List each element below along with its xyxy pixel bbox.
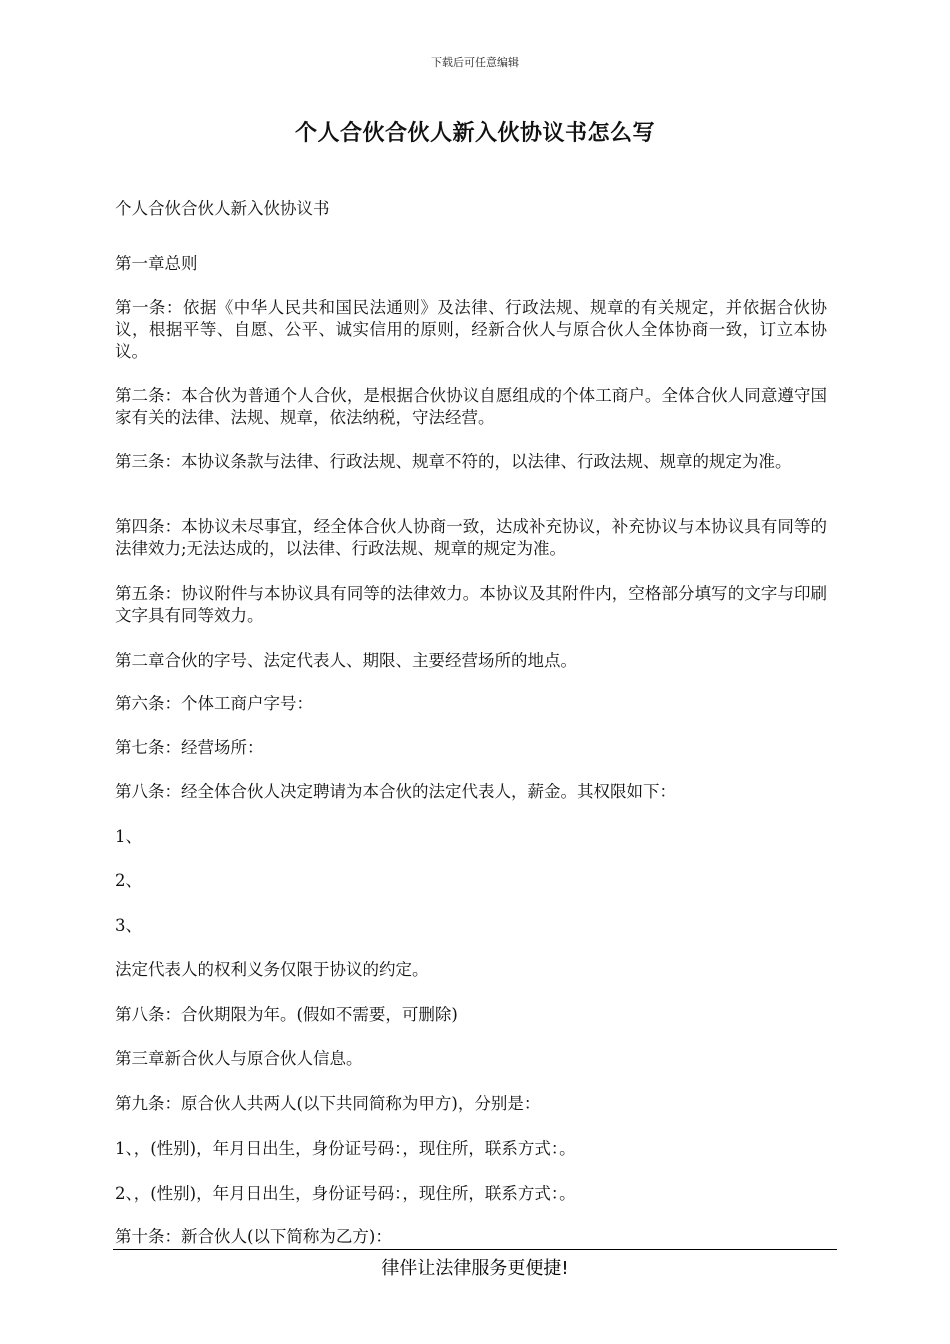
list-item: 1、 (115, 827, 142, 846)
article-paragraph: 第三条：本协议条款与法律、行政法规、规章不符的，以法律、行政法规、规章的规定为准。 (115, 452, 792, 471)
footer-slogan: 律伴让法律服务更便捷! (381, 1258, 569, 1279)
list-item: 3、 (115, 916, 142, 935)
article-paragraph: 第八条：合伙期限为年。(假如不需要，可删除) (115, 1005, 458, 1024)
article-paragraph: 第七条：经营场所： (115, 738, 264, 757)
document-title: 个人合伙合伙人新入伙协议书怎么写 (294, 121, 655, 146)
list-item: 2、，(性别)，年月日出生，身份证号码：，现住所，联系方式：。 (115, 1184, 576, 1203)
article-paragraph: 第四条：本协议未尽事宜，经全体合伙人协商一致，达成补充协议，补充协议与本协议具有同等的法律效力;无法达成的，以法律、行政法规、规章的规定为准。 (115, 517, 827, 558)
chapter-heading: 第二章合伙的字号、法定代表人、期限、主要经营场所的地点。 (115, 651, 577, 670)
list-item: 2、 (115, 871, 142, 890)
article-paragraph: 第二条：本合伙为普通个人合伙，是根据合伙协议自愿组成的个体工商户。全体合伙人同意遵守国家有关的法律、法规、规章，依法纳税，守法经营。 (115, 386, 827, 427)
article-paragraph: 第五条：协议附件与本协议具有同等的法律效力。本协议及其附件内，空格部分填写的文字与印刷文字具有同等效力。 (115, 584, 827, 625)
article-paragraph: 第八条：经全体合伙人决定聘请为本合伙的法定代表人，薪金。其权限如下： (115, 782, 676, 801)
article-paragraph: 第一条：依据《中华人民共和国民法通则》及法律、行政法规、规章的有关规定，并依据合伙协议，根据平等、自愿、公平、诚实信用的原则，经新合伙人与原合伙人全体协商一致，订立本协议。 (115, 298, 827, 361)
article-paragraph: 第九条：原合伙人共两人(以下共同简称为甲方)，分别是： (115, 1094, 541, 1113)
footer-rule (113, 1249, 837, 1250)
article-paragraph: 第十条：新合伙人(以下简称为乙方)： (115, 1227, 392, 1246)
article-paragraph: 法定代表人的权利义务仅限于协议的约定。 (115, 960, 429, 979)
article-paragraph: 第六条：个体工商户字号： (115, 694, 313, 713)
chapter-heading: 第三章新合伙人与原合伙人信息。 (115, 1049, 363, 1068)
chapter-heading: 第一章总则 (115, 254, 198, 273)
list-item: 1、，(性别)，年月日出生，身份证号码：，现住所，联系方式：。 (115, 1139, 576, 1158)
doc-subtitle: 个人合伙合伙人新入伙协议书 (115, 199, 330, 218)
header-note: 下载后可任意编辑 (431, 56, 519, 69)
